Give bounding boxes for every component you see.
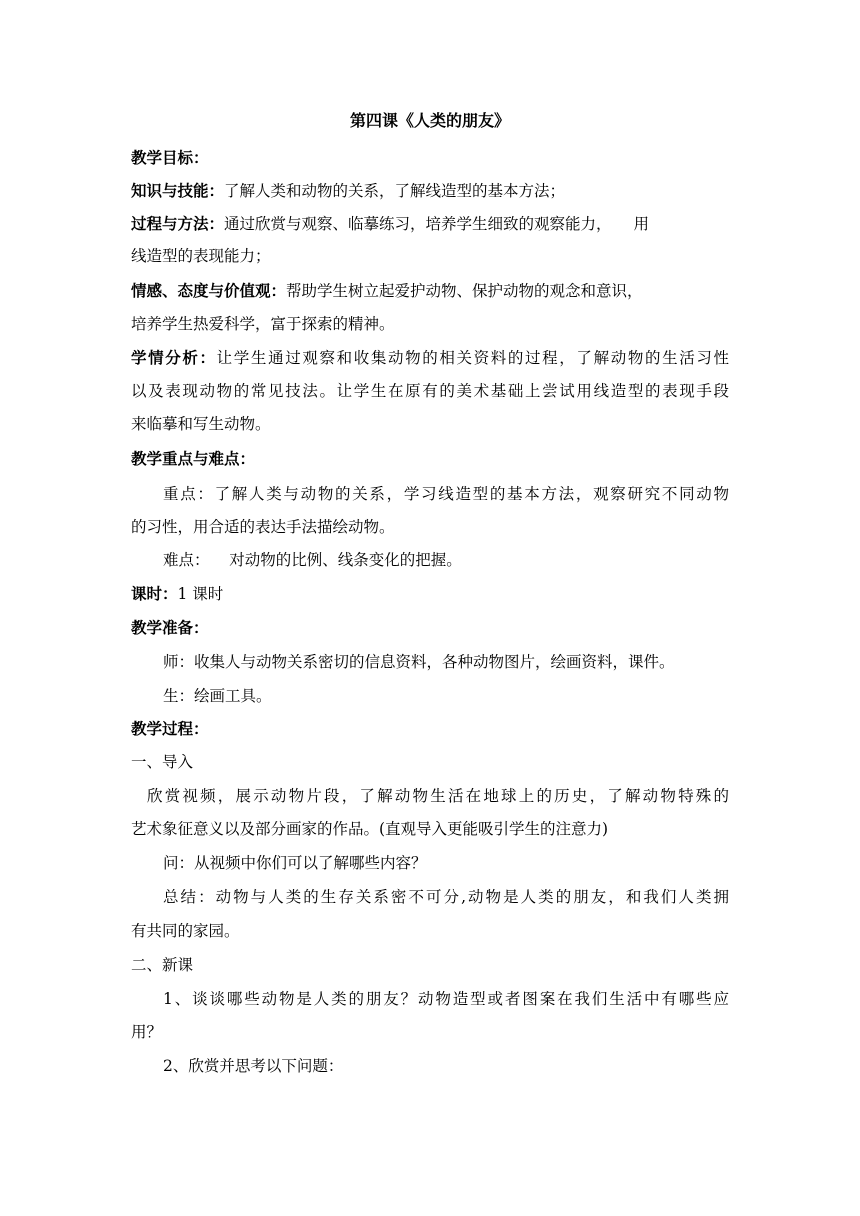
emotion-line-1 bbox=[131, 280, 643, 302]
emotion-line-2: 培养学生热爱科学，富于探索的精神。 bbox=[131, 315, 395, 333]
section2-item1-line1: 1、谈谈哪些动物是人类的朋友？动物造型或者图案在我们生活中有哪些应 bbox=[163, 990, 729, 1008]
analysis-line-2: 以及表现动物的常见技法。让学生在原有的美术基础上尝试用线造型的表现手段 bbox=[131, 382, 729, 400]
section2-heading: 二、新课 bbox=[131, 956, 194, 974]
process-label: 过程与方法： bbox=[131, 214, 225, 233]
hours-text: 1 课时 bbox=[177, 585, 224, 603]
knowledge-line bbox=[131, 180, 565, 202]
analysis-line-1 bbox=[131, 347, 729, 369]
emotion-text-1: 帮助学生树立起爱护动物、保护动物的观念和意识， bbox=[286, 282, 643, 300]
section1-heading: 一、导入 bbox=[131, 753, 194, 771]
section1-p1-line2: 艺术象征意义以及部分画家的作品。(直观导入更能吸引学生的注意力) bbox=[131, 820, 609, 838]
knowledge-text: 了解人类和动物的关系，了解线造型的基本方法； bbox=[224, 182, 566, 200]
section1-question: 问：从视频中你们可以了解哪些内容？ bbox=[163, 854, 427, 872]
prep-heading: 教学准备： bbox=[131, 618, 209, 637]
teaching-goal-heading: 教学目标： bbox=[131, 148, 209, 167]
section1-summary-line1: 总结：动物与人类的生存关系密不可分,动物是人类的朋友，和我们人类拥 bbox=[163, 888, 729, 906]
knowledge-label: 知识与技能： bbox=[131, 181, 225, 200]
process-text-1b: 用 bbox=[633, 215, 650, 233]
process-heading: 教学过程： bbox=[131, 719, 209, 738]
focus-line-2: 的习性，用合适的表达手法描绘动物。 bbox=[131, 518, 395, 536]
analysis-line-3: 来临摹和写生动物。 bbox=[131, 415, 271, 433]
process-text-1: 通过欣赏与观察、临摹练习，培养学生细致的观察能力， bbox=[224, 215, 612, 233]
section2-item1-line2: 用？ bbox=[131, 1023, 163, 1041]
analysis-text-1: 让学生通过观察和收集动物的相关资料的过程，了解动物的生活习性 bbox=[216, 349, 729, 367]
hours-line bbox=[131, 583, 223, 605]
difficulty-line: 难点： 对动物的比例、线条变化的把握。 bbox=[163, 551, 462, 569]
process-line-1 bbox=[131, 213, 649, 235]
section1-summary-line2: 有共同的家园。 bbox=[131, 922, 240, 940]
focus-line-1: 重点：了解人类与动物的关系，学习线造型的基本方法，观察研究不同动物 bbox=[163, 485, 729, 503]
process-line-2: 线造型的表现能力； bbox=[131, 247, 271, 265]
hours-label: 课时： bbox=[131, 584, 178, 603]
emotion-label: 情感、态度与价值观： bbox=[131, 281, 287, 300]
section2-item2: 2、欣赏并思考以下问题： bbox=[163, 1057, 344, 1075]
section1-p1-line1: 欣赏视频，展示动物片段，了解动物生活在地球上的历史，了解动物特殊的 bbox=[147, 787, 729, 805]
key-points-heading: 教学重点与难点： bbox=[131, 449, 256, 468]
prep-teacher: 师：收集人与动物关系密切的信息资料，各种动物图片，绘画资料，课件。 bbox=[163, 653, 675, 671]
analysis-label: 学情分析： bbox=[131, 348, 217, 367]
page-title: 第四课《人类的朋友》 bbox=[349, 111, 510, 130]
prep-student: 生：绘画工具。 bbox=[163, 687, 272, 705]
